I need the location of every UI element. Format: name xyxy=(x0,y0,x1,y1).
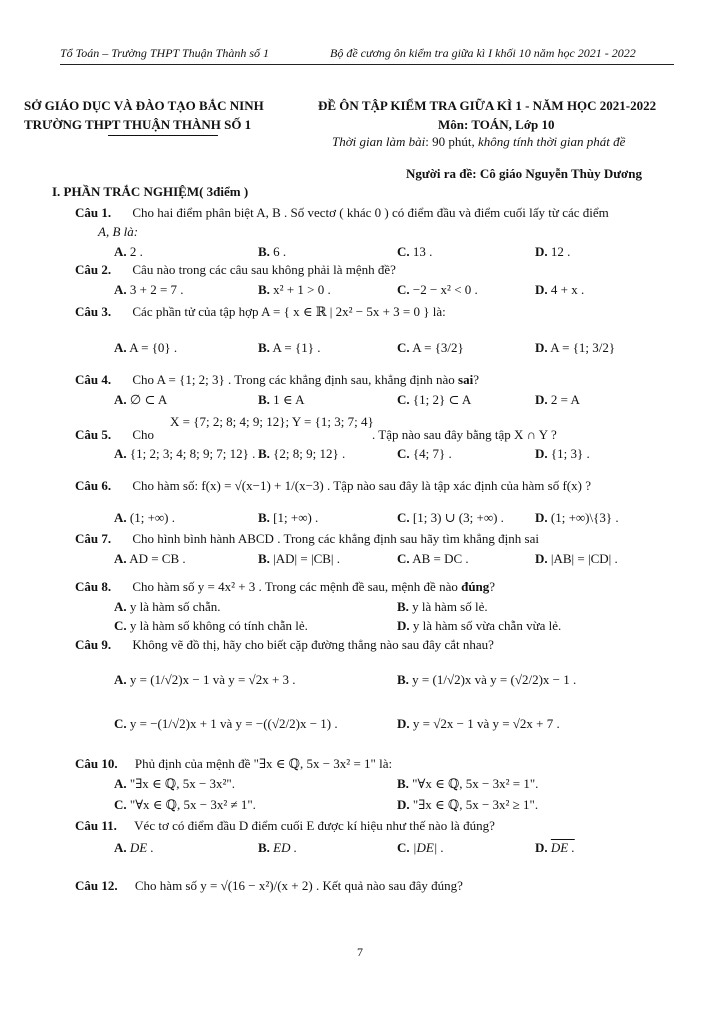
q9-option-d: D. y = √2x − 1 và y = √2x + 7 . xyxy=(397,716,560,731)
q11-option-a: A. DE . xyxy=(114,840,154,855)
q5-option-c: C. {4; 7} . xyxy=(397,446,452,461)
header-left: Tổ Toán – Trường THPT Thuận Thành số 1 xyxy=(60,46,270,60)
question-5-end: . Tập nào sau đây bằng tập X ∩ Y ? xyxy=(372,427,557,442)
q4-option-c: C. {1; 2} ⊂ A xyxy=(397,392,472,407)
exam-subject: Môn: TOÁN, Lớp 10 xyxy=(438,117,555,132)
question-10: Câu 10. Phủ định của mệnh đề "∃x ∈ ℚ, 5x − 3x² = 1" là: xyxy=(75,756,393,771)
q8-option-b: B. y là hàm số lẻ. xyxy=(397,599,488,614)
q5-option-a: A. {1; 2; 3; 4; 8; 9; 7; 12} . xyxy=(114,446,256,461)
q10-option-b: B. "∀x ∈ ℚ, 5x − 3x² = 1". xyxy=(397,776,539,791)
q10-option-d: D. "∃x ∈ ℚ, 5x − 3x² ≥ 1". xyxy=(397,797,539,812)
question-1-cont: A, B là: xyxy=(98,224,139,239)
q7-option-b: B. |AD| = |CB| . xyxy=(258,551,341,566)
q1-option-c: C. 13 . xyxy=(397,244,433,259)
q6-option-a: A. (1; +∞) . xyxy=(114,510,176,525)
q7-option-c: C. AB = DC . xyxy=(397,551,469,566)
exam-time: Thời gian làm bài: 90 phút, không tính thời gian phát đề xyxy=(332,134,626,149)
q11-option-c: C. |DE| . xyxy=(397,840,444,855)
page-number: 7 xyxy=(357,945,363,959)
section-title: I. PHẦN TRẮC NGHIỆM( 3điểm ) xyxy=(52,184,249,199)
question-6: Câu 6. Cho hàm số: f(x) = √(x−1) + 1/(x−3) . Tập nào sau đây là tập xác định của hàm số f(x) ? xyxy=(75,478,591,493)
q6-option-d: D. (1; +∞)\{3} . xyxy=(535,510,619,525)
q11-option-b: B. ED . xyxy=(258,840,298,855)
q8-option-d: D. y là hàm số vừa chẵn vừa lẻ. xyxy=(397,618,562,633)
q9-option-c: C. y = −(1/√2)x + 1 và y = −((√2/2)x − 1) . xyxy=(114,716,338,731)
q2-option-d: D. 4 + x . xyxy=(535,282,585,297)
q7-option-d: D. |AB| = |CD| . xyxy=(535,551,618,566)
q9-option-b: B. y = (1/√2)x và y = (√2/2)x − 1 . xyxy=(397,672,577,687)
header-right: Bộ đề cương ôn kiểm tra giữa kì I khối 10 năm học 2021 - 2022 xyxy=(330,46,636,60)
q9-option-a: A. y = (1/√2)x − 1 và y = √2x + 3 . xyxy=(114,672,296,687)
q8-option-c: C. y là hàm số không có tính chẵn lẻ. xyxy=(114,618,308,633)
q5-option-b: B. {2; 8; 9; 12} . xyxy=(258,446,346,461)
question-1: Câu 1. Cho hai điểm phân biệt A, B . Số vectơ ( khác 0 ) có điểm đầu và điểm cuối lấy từ các điểm xyxy=(75,205,609,220)
question-2: Câu 2. Câu nào trong các câu sau không phải là mệnh đề? xyxy=(75,262,396,277)
q10-option-a: A. "∃x ∈ ℚ, 5x − 3x²". xyxy=(114,776,235,791)
q6-option-b: B. [1; +∞) . xyxy=(258,510,319,525)
school-underline xyxy=(108,135,218,136)
q3-option-c: C. A = {3/2} xyxy=(397,340,464,355)
q4-option-d: D. 2 = A xyxy=(535,392,580,407)
question-5: Câu 5. Cho xyxy=(75,427,155,442)
question-12: Câu 12. Cho hàm số y = √(16 − x²)/(x + 2) . Kết quả nào sau đây đúng? xyxy=(75,878,463,893)
exam-author: Người ra đề: Cô giáo Nguyễn Thùy Dương xyxy=(406,166,642,181)
q4-option-a: A. ∅ ⊂ A xyxy=(114,392,168,407)
exam-title: ĐỀ ÔN TẬP KIỂM TRA GIỮA KÌ 1 - NĂM HỌC 2021-2022 xyxy=(318,98,657,113)
question-11: Câu 11. Véc tơ có điểm đầu D điểm cuối E được kí hiệu như thế nào là đúng? xyxy=(75,818,495,833)
q2-option-c: C. −2 − x² < 0 . xyxy=(397,282,478,297)
school-line1: SỞ GIÁO DỤC VÀ ĐÀO TẠO BẮC NINH xyxy=(24,98,264,113)
q11-option-d: D. DE . xyxy=(535,840,575,855)
question-8: Câu 8. Cho hàm số y = 4x² + 3 . Trong các mệnh đề sau, mệnh đề nào đúng? xyxy=(75,579,496,594)
q1-option-a: A. 2 . xyxy=(114,244,143,259)
question-3: Câu 3. Các phần tử của tập hợp A = { x ∈ ℝ | 2x² − 5x + 3 = 0 } là: xyxy=(75,304,446,319)
question-9: Câu 9. Không vẽ đồ thị, hãy cho biết cặp đường thẳng nào sau đây cắt nhau? xyxy=(75,637,494,652)
q1-option-d: D. 12 . xyxy=(535,244,571,259)
q4-option-b: B. 1 ∈ A xyxy=(258,392,305,407)
q8-option-a: A. y là hàm số chẵn. xyxy=(114,599,221,614)
q3-option-a: A. A = {0} . xyxy=(114,340,178,355)
question-7: Câu 7. Cho hình bình hành ABCD . Trong các khẳng định sau hãy tìm khẳng định sai xyxy=(75,531,539,546)
q10-option-c: C. "∀x ∈ ℚ, 5x − 3x² ≠ 1". xyxy=(114,797,256,812)
q6-option-c: C. [1; 3) ∪ (3; +∞) . xyxy=(397,510,504,525)
q2-option-a: A. 3 + 2 = 7 . xyxy=(114,282,184,297)
header-rule xyxy=(60,64,674,65)
q1-option-b: B. 6 . xyxy=(258,244,287,259)
q5-option-d: D. {1; 3} . xyxy=(535,446,590,461)
q3-option-d: D. A = {1; 3/2} xyxy=(535,340,616,355)
school-line2: TRƯỜNG THPT THUẬN THÀNH SỐ 1 xyxy=(24,117,252,132)
question-5-sets: X = {7; 2; 8; 4; 9; 12}; Y = {1; 3; 7; 4} xyxy=(170,414,374,429)
q3-option-b: B. A = {1} . xyxy=(258,340,321,355)
question-4: Câu 4. Cho A = {1; 2; 3} . Trong các khẳng định sau, khẳng định nào sai? xyxy=(75,372,479,387)
q7-option-a: A. AD = CB . xyxy=(114,551,186,566)
q2-option-b: B. x² + 1 > 0 . xyxy=(258,282,331,297)
